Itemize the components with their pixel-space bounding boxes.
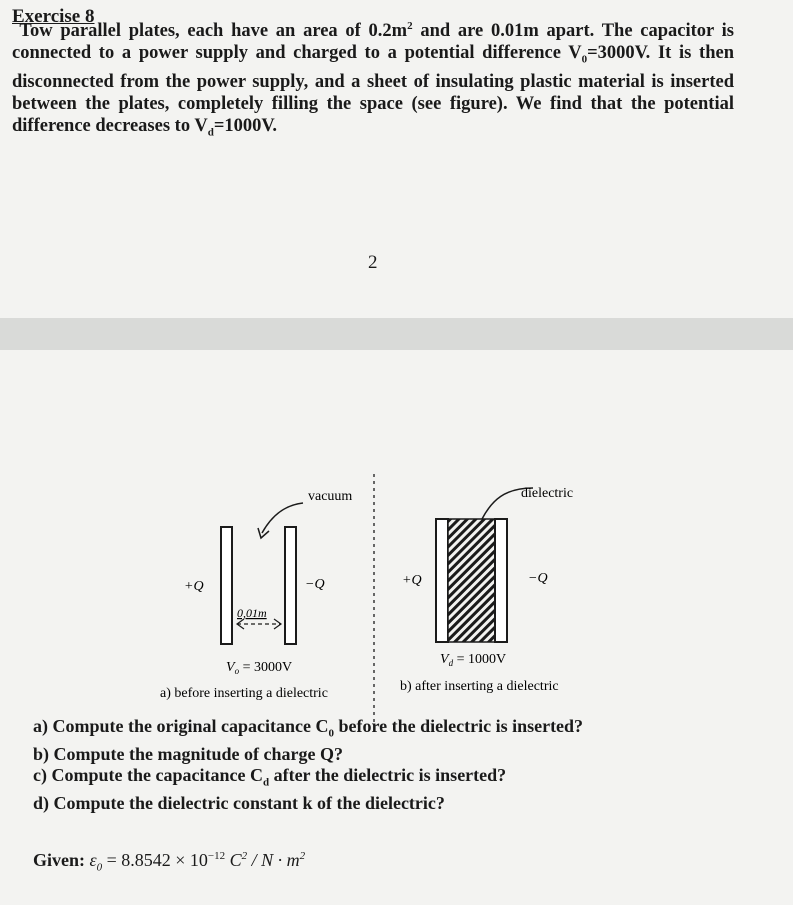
left-voltage-label: $V_o = 3000V$ — [226, 660, 293, 676]
question-b: b) Compute the magnitude of charge Q? — [33, 744, 343, 765]
question-c: c) Compute the capacitance $C_d$ after the dielectric is inserted? — [33, 764, 507, 789]
vd-subscript: d — [207, 126, 214, 139]
problem-text-part: and are 0.01m apart. The capacitor is connected to a power supply and charged to a potential difference V — [12, 21, 734, 64]
right-caption: b) after inserting a dielectric — [400, 679, 559, 694]
question-a: a) Compute the original capacitance $C_0$ before the dielectric is inserted? — [33, 716, 584, 740]
right-minus-q-label: −Q — [528, 571, 548, 586]
right-voltage-label: $V_d = 1000V$ — [440, 652, 507, 668]
problem-text-part: =3000V. It is then disconnected from the power supply, and a sheet of insulating plastic material is inserted between the plates, completely filling the space (see figure). We find that the potential difference decreases to V — [12, 43, 734, 136]
area-exponent: 2 — [407, 20, 413, 32]
dielectric-label: dielectric — [521, 486, 574, 501]
left-plus-q-label: +Q — [184, 579, 204, 594]
left-negative-plate — [285, 527, 296, 644]
problem-text-part: Tow parallel plates, each have an area of 0.2m — [19, 21, 408, 42]
given-constant: Given: $\varepsilon_0 = 8.8542 \times 10^{-12}$ $C^2 / N \cdot m^2$ — [33, 850, 306, 874]
right-plus-q-label: +Q — [402, 573, 422, 588]
page-number: 2 — [368, 252, 378, 273]
plate-gap-label: 0,01m — [237, 606, 267, 620]
question-d: d) Compute the dielectric constant k of the dielectric? — [33, 792, 445, 813]
questions-list — [33, 716, 583, 813]
right-positive-plate — [436, 519, 448, 642]
left-caption: a) before inserting a dielectric — [160, 686, 328, 701]
dielectric-slab — [448, 519, 495, 642]
problem-text-part: =1000V. — [213, 115, 278, 136]
left-positive-plate — [221, 527, 232, 644]
right-negative-plate — [495, 519, 507, 642]
vacuum-label: vacuum — [308, 489, 353, 504]
v0-subscript: 0 — [581, 53, 588, 66]
exercise-title: Exercise 8 — [12, 6, 95, 27]
left-minus-q-label: −Q — [305, 577, 325, 592]
